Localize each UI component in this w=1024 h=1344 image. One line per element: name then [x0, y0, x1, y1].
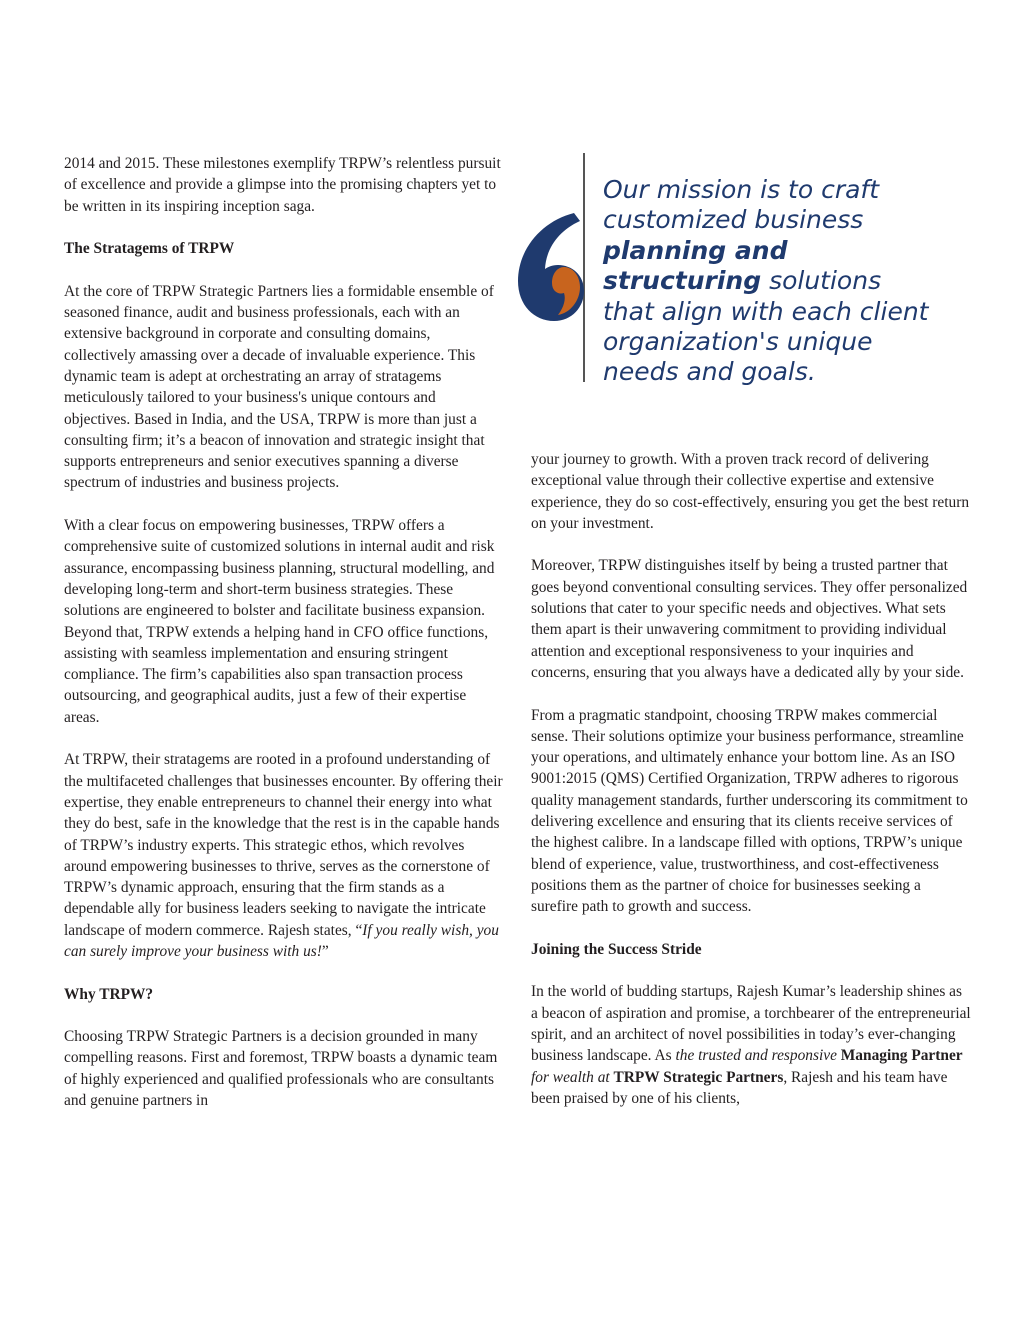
section-heading: Why TRPW? — [64, 985, 154, 1003]
pull-quote-line: Our mission is to craft customized business — [603, 175, 880, 235]
pull-quote — [508, 153, 929, 387]
bold-text: TRPW Strategic Partners — [613, 1068, 784, 1086]
quote-mark-icon — [512, 211, 588, 323]
paragraph: your journey to growth. With a proven track record of delivering exceptional value through their collective expertise and extensive experience, they do so cost-effectively, ensuring you get the best return on your investment. — [531, 451, 970, 532]
section-heading: Joining the Success Stride — [531, 940, 702, 958]
quote-close: ” — [321, 942, 329, 960]
paragraph-text: In the world of budding startups, Rajesh Kumar’s leadership shines as a beacon of aspiration and promise, a torchbearer of the entrepreneurial spirit, and an architect of novel possibilities in today’s ever-changing business landscape. As — [531, 983, 971, 1065]
section-heading: The Stratagems of TRPW — [64, 240, 235, 258]
left-column — [64, 153, 504, 1111]
paragraph-text: , Rajesh and his team have been praised by one of his clients, — [531, 1068, 948, 1107]
italic-text: the trusted and responsive — [675, 1047, 841, 1065]
quote-text-italic: If you really wish, you can surely improve your business with us! — [64, 921, 499, 960]
paragraph — [531, 981, 971, 1109]
right-column — [531, 449, 971, 1109]
paragraph: With a clear focus on empowering businesses, TRPW offers a comprehensive suite of customized solutions in internal audit and risk assurance, encompassing business planning, structural modelling, and developing long-term and short-term business strategies. These solutions are engineered to bolster and facilitate business expansion. Beyond that, TRPW extends a helping hand in CFO office functions, assisting with seamless implementation and ensuring stringent compliance. The firm’s capabilities also span transaction process outsourcing, and geographical audits, just a few of their expertise areas. — [64, 517, 495, 726]
pull-quote-text — [603, 175, 933, 388]
paragraph: Moreover, TRPW distinguishes itself by being a trusted partner that goes beyond conventional consulting services. They offer personalized solutions that cater to your specific needs and objectives. What sets them apart is their unwavering commitment to providing individual attention and exceptional responsiveness to your inquiries and concerns, ensuring that you always have a dedicated ally by your side. — [531, 557, 968, 681]
paragraph: From a pragmatic standpoint, choosing TRPW makes commercial sense. Their solutions optimize your business performance, streamline your operations, and ultimately enhance your bottom line. As an ISO 9001:2015 (QMS) Certified Organization, TRPW adheres to rigorous quality management standards, further underscoring its commitment to delivering excellence and ensuring that its clients receive services of the highest calibre. In a landscape filled with options, TRPW’s unique blend of experience, value, trustworthiness, and cost-effectiveness positions them as the partner of choice for businesses seeking a surefire path to growth and success. — [531, 706, 968, 916]
italic-text: for wealth at — [531, 1068, 614, 1086]
paragraph: At the core of TRPW Strategic Partners lies a formidable ensemble of seasoned finance, audit and business professionals, each with an extensive background in corporate and consulting domains, collectively amassing over a decade of invaluable experience. This dynamic team is adept at orchestrating an array of stratagems meticulously tailored to your business's unique contours and objectives. Based in India, and the USA, TRPW is more than just a consulting firm; it’s a beacon of innovation and strategic insight that supports entrepreneurs and senior executives spanning a diverse spectrum of industries and business projects. — [64, 282, 494, 492]
pull-quote-line: solutions that align with each client organization's unique needs and goals. — [603, 266, 929, 387]
paragraph-text: At TRPW, their stratagems are rooted in a profound understanding of the multifaceted challenges that businesses encounter. By offering their expertise, they enable entrepreneurs to channel their energy into what they do best, safe in the knowledge that the rest is in the capable hands of TRPW’s industry experts. This strategic ethos, which revolves around empowering businesses to thrive, serves as the cornerstone of TRPW’s dynamic approach, ensuring that the firm stands as a dependable ally for business leaders seeking to navigate the intricate landscape of modern commerce. Rajesh states, “ — [64, 751, 503, 939]
paragraph: 2014 and 2015. These milestones exemplify TRPW’s relentless pursuit of excellence and provide a glimpse into the promising chapters yet to be written in its inspiring inception saga. — [64, 155, 501, 215]
paragraph: Choosing TRPW Strategic Partners is a decision grounded in many compelling reasons. First and foremost, TRPW boasts a dynamic team of highly experienced and qualified professionals who are consultants and genuine partners in — [64, 1028, 498, 1110]
paragraph — [64, 749, 504, 962]
pull-quote-emphasis: planning and structuring — [603, 235, 788, 296]
bold-text: Managing Partner — [840, 1047, 963, 1065]
